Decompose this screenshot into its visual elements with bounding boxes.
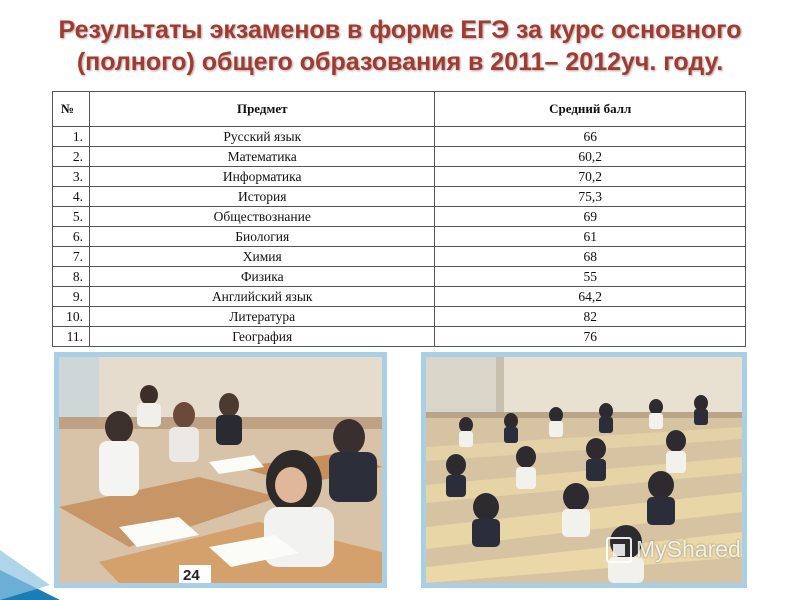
cell-num: 8. (53, 267, 90, 287)
header-subject: Предмет (89, 92, 435, 127)
table-row (53, 267, 746, 287)
cell-subject: Физика (89, 267, 435, 287)
cell-subject: Литература (89, 307, 435, 327)
cell-score: 70,2 (435, 167, 746, 187)
cell-score: 55 (435, 267, 746, 287)
cell-subject: Информатика (89, 167, 435, 187)
header-score: Средний балл (435, 92, 746, 127)
slide-title-line-1: Результаты экзаменов в форме ЕГЭ за курс основного (58, 16, 742, 44)
cell-score: 66 (435, 127, 746, 147)
cell-num: 10. (53, 307, 90, 327)
table-row (53, 207, 746, 227)
cell-subject: Математика (89, 147, 435, 167)
results-table (52, 91, 746, 347)
table-row (53, 167, 746, 187)
table-row (53, 147, 746, 167)
cell-subject: Русский язык (89, 127, 435, 147)
table-row (53, 327, 746, 347)
table-row (53, 307, 746, 327)
cell-num: 7. (53, 247, 90, 267)
table-row (53, 227, 746, 247)
cell-subject: Биология (89, 227, 435, 247)
table-row (53, 127, 746, 147)
table-row (53, 247, 746, 267)
cell-num: 6. (53, 227, 90, 247)
cell-subject: География (89, 327, 435, 347)
cell-score: 64,2 (435, 287, 746, 307)
cell-score: 76 (435, 327, 746, 347)
cell-score: 60,2 (435, 147, 746, 167)
cell-num: 9. (53, 287, 90, 307)
table-header-row (53, 92, 746, 127)
slide-title-line-2: (полного) общего образования в 2011– 2012уч. году. (76, 48, 724, 76)
cell-num: 2. (53, 147, 90, 167)
cell-subject: Обществознание (89, 207, 435, 227)
table-row (53, 187, 746, 207)
table-row (53, 287, 746, 307)
slide-title (40, 14, 760, 78)
cell-score: 82 (435, 307, 746, 327)
watermark-text: MyShared (636, 536, 741, 562)
cell-score: 69 (435, 207, 746, 227)
cell-num: 11. (53, 327, 90, 347)
cell-score: 68 (435, 247, 746, 267)
cell-subject: Английский язык (89, 287, 435, 307)
watermark (606, 536, 741, 563)
cell-score: 61 (435, 227, 746, 247)
cell-num: 4. (53, 187, 90, 207)
cell-num: 5. (53, 207, 90, 227)
watermark-logo-icon (606, 537, 632, 563)
cell-subject: История (89, 187, 435, 207)
desk-number-label: 24 (183, 567, 200, 583)
cell-num: 1. (53, 127, 90, 147)
header-num: № (53, 92, 90, 127)
cell-score: 75,3 (435, 187, 746, 207)
cell-subject: Химия (89, 247, 435, 267)
cell-num: 3. (53, 167, 90, 187)
